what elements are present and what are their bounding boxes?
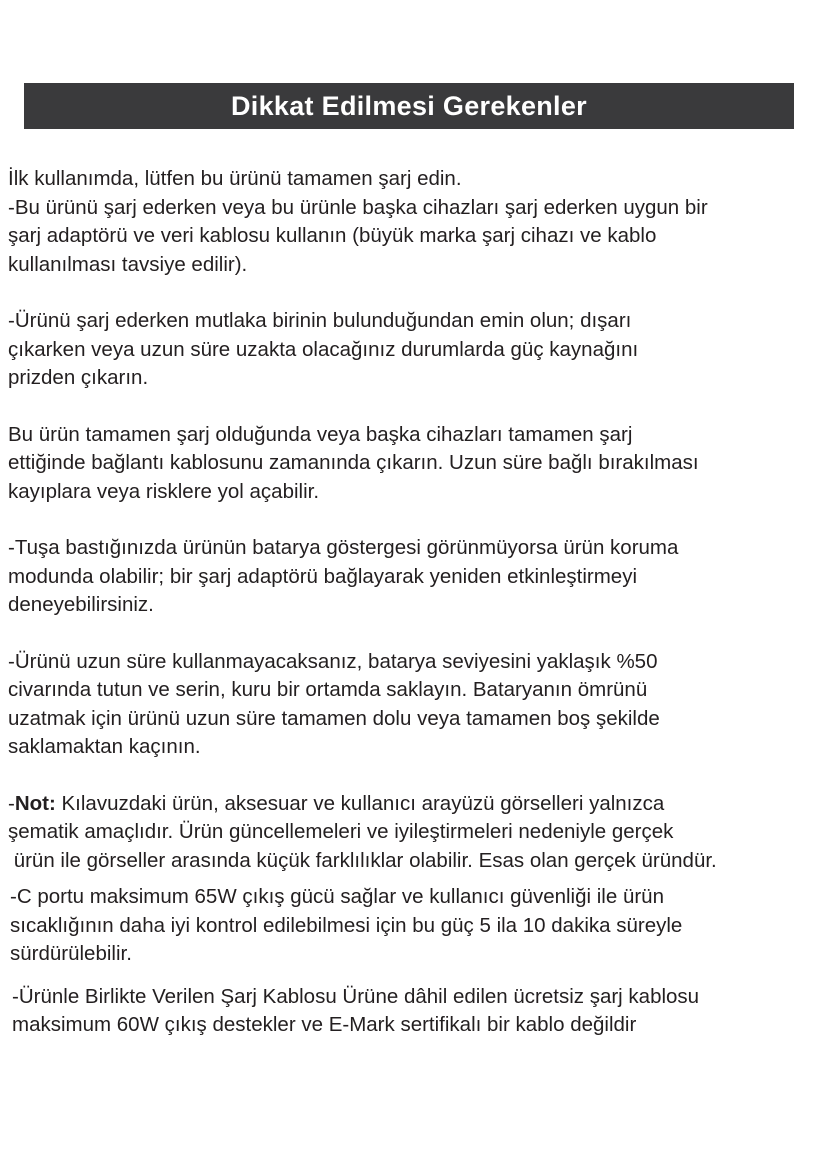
- page-title: Dikkat Edilmesi Gerekenler: [231, 90, 587, 121]
- paragraph-charging-supervision: -Ürünü şarj ederken mutlaka birinin bulunduğundan emin olun; dışarı çıkarken veya uzun süre uzakta olacağınız durumlarda güç kaynağını prizden çıkarın.: [8, 309, 639, 389]
- note-prefix: -: [8, 791, 15, 815]
- notice-content: [8, 165, 808, 1040]
- paragraph-note: [8, 790, 808, 876]
- header-bar: [24, 83, 794, 129]
- paragraph-protection-mode: -Tuşa bastığınızda ürünün batarya göstergesi görünmüyorsa ürün koruma modunda olabilir; bir şarj adaptörü bağlayarak yeniden etkinleştirmeyi deneyebilirsiniz.: [8, 536, 679, 616]
- paragraph-c-port: -C portu maksimum 65W çıkış gücü sağlar ve kullanıcı güvenliği ile ürün sıcaklığının daha iyi kontrol edilebilmesi için bu güç 5 ila 10 dakika süreyle sürdürülebilir.: [10, 885, 683, 965]
- paragraph-cable-info: -Ürünle Birlikte Verilen Şarj Kablosu Ürüne dâhil edilen ücretsiz şarj kablosu maksimum 60W çıkış destekler ve E-Mark sertifikalı bir kablo değildir: [12, 984, 700, 1036]
- paragraph-unplug-cable: Bu ürün tamamen şarj olduğunda veya başka cihazları tamamen şarj ettiğinde bağlantı kablosunu zamanında çıkarın. Uzun süre bağlı bırakılması kayıplara veya risklere yol açabilir.: [8, 422, 699, 503]
- note-label: Not:: [14, 791, 56, 815]
- paragraph-storage: -Ürünü uzun süre kullanmayacaksanız, batarya seviyesini yaklaşık %50 civarında tutun ve serin, kuru bir ortamda saklayın. Bataryanın ömrünü uzatmak için ürünü uzun süre tamamen dolu veya tamamen boş şekilde saklamaktan kaçının.: [8, 649, 660, 758]
- paragraph-first-use: İlk kullanımda, lütfen bu ürünü tamamen şarj edin. -Bu ürünü şarj ederken veya bu ürünle başka cihazları şarj ederken uygun bir şarj adaptörü ve veri kablosu kullanın (büyük marka şarj cihazı ve kablo kullanılması tavsiye edilir).: [8, 167, 708, 276]
- note-text: Kılavuzdaki ürün, aksesuar ve kullanıcı arayüzü görselleri yalnızca şematik amaçlıdır. Ürün güncellemeleri ve iyileştirmeleri nedeniyle gerçek ürün ile görseller arasında küçük farklılıklar olabilir. Esas olan gerçek üründür.: [8, 791, 717, 872]
